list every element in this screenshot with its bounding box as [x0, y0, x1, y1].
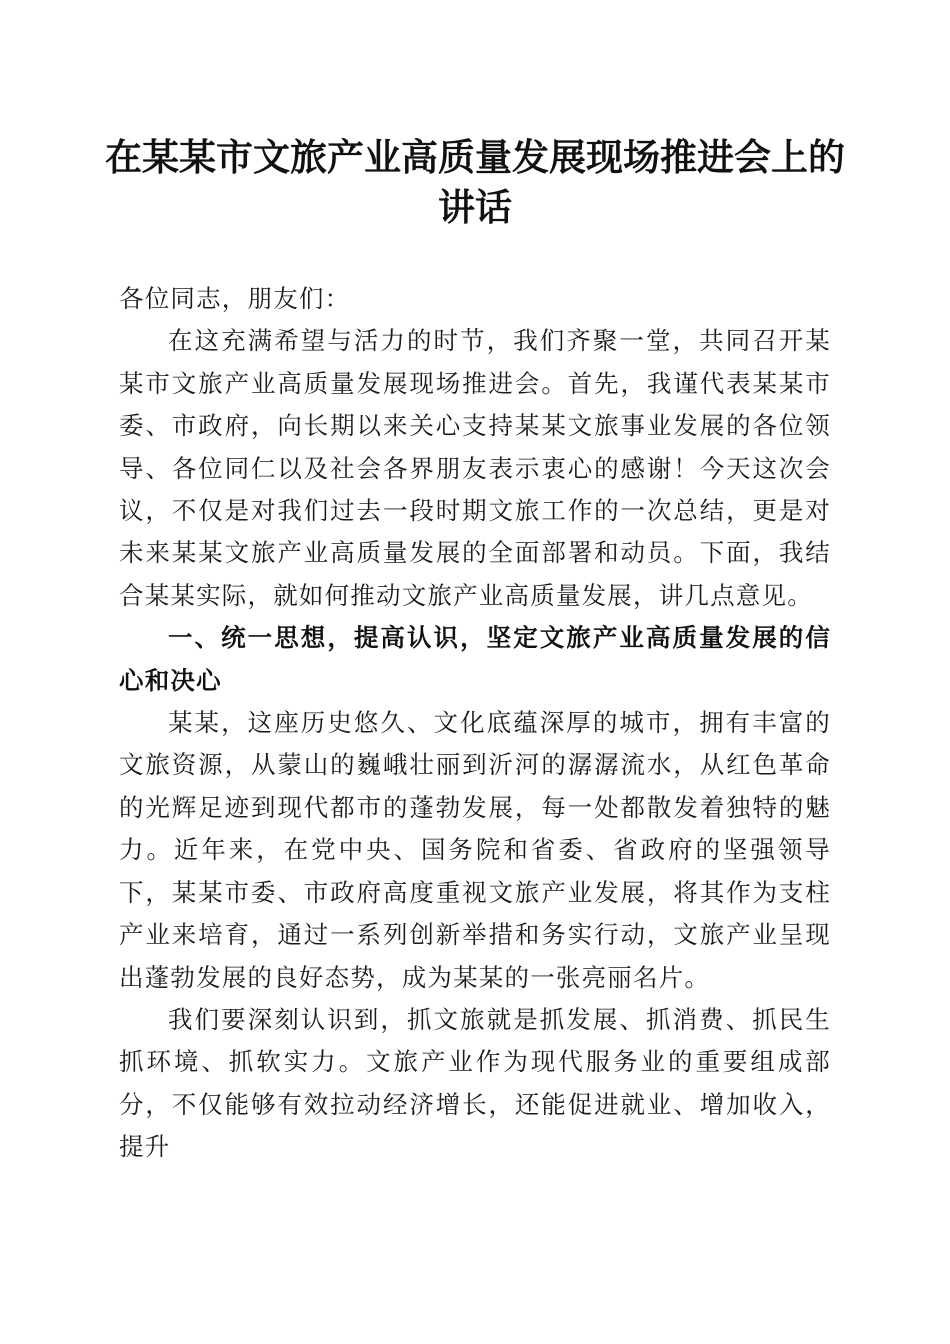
paragraph-opening: 在这充满希望与活力的时节，我们齐聚一堂，共同召开某某市文旅产业高质量发展现场推进会。首先，我谨代表某某市委、市政府，向长期以来关心支持某某文旅事业发展的各位领导、各位同仁以及社会各界朋友表示衷心的感谢！今天这次会议，不仅是对我们过去一段时期文旅工作的一次总结，更是对未来某某文旅产业高质量发展的全面部署和动员。下面，我结合某某实际，就如何推动文旅产业高质量发展，讲几点意见。	[119, 326, 831, 610]
document-body	[119, 278, 831, 1169]
paragraph-city-overview: 某某，这座历史悠久、文化底蕴深厚的城市，拥有丰富的文旅资源，从蒙山的巍峨壮丽到沂河的潺潺流水，从红色革命的光辉足迹到现代都市的蓬勃发展，每一处都散发着独特的魅力。近年来，在党中央、国务院和省委、省政府的坚强领导下，某某市委、市政府高度重视文旅产业发展，将其作为支柱产业来培育，通过一系列创新举措和务实行动，文旅产业呈现出蓬勃发展的良好态势，成为某某的一张亮丽名片。	[119, 708, 831, 992]
salutation: 各位同志，朋友们：	[119, 284, 351, 313]
document-title: 在某某市文旅产业高质量发展现场推进会上的讲话	[105, 135, 845, 229]
paragraph-understanding: 我们要深刻认识到，抓文旅就是抓发展、抓消费、抓民生抓环境、抓软实力。文旅产业作为现代服务业的重要组成部分，不仅能够有效拉动经济增长，还能促进就业、增加收入，提升	[119, 1004, 831, 1162]
section-heading: 一、统一思想，提高认识，坚定文旅产业高质量发展的信心和决心	[119, 623, 831, 695]
